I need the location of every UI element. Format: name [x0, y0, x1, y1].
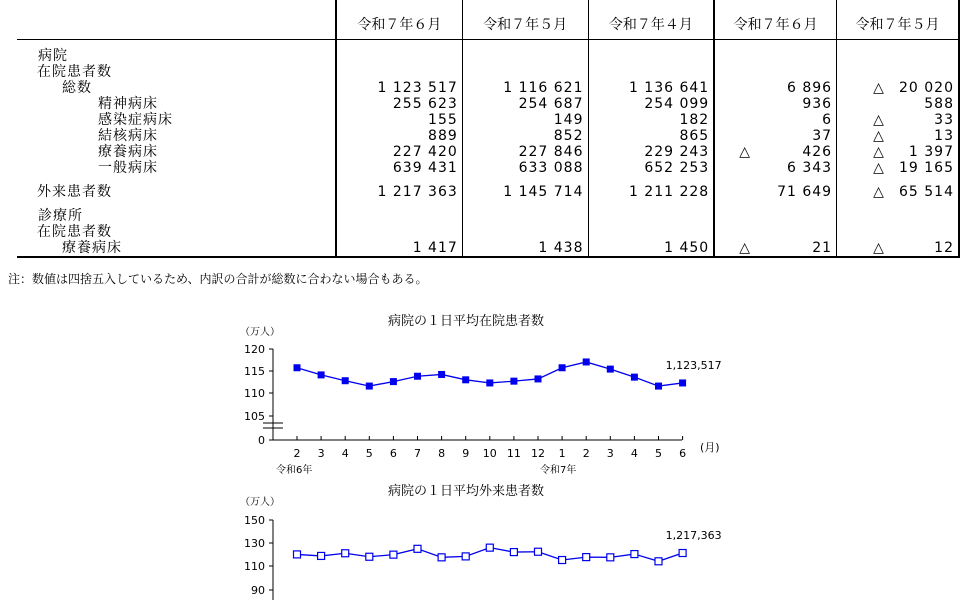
table-cell: [714, 160, 836, 176]
patient-statistics-table: [17, 0, 960, 258]
y-tick-label: 0: [258, 434, 265, 447]
table-cell: [837, 160, 959, 176]
data-point: [462, 376, 469, 383]
cell-value: 6: [822, 112, 833, 128]
cell-value: 12: [934, 240, 954, 256]
cell-value: 1 116 621: [503, 80, 584, 96]
cell-value: 254 099: [644, 96, 710, 112]
table-cell: [837, 112, 959, 128]
table-cell: [462, 64, 588, 80]
table-cell: [837, 224, 959, 240]
x-tick-label: 5: [365, 447, 373, 460]
data-point: [510, 378, 517, 385]
table-cell: [336, 240, 462, 257]
x-tick-label: 4: [341, 447, 349, 460]
data-point: [510, 549, 517, 556]
column-header: 令和７年６月: [336, 0, 462, 40]
cell-value: 229 243: [644, 144, 710, 160]
table-cell: [837, 240, 959, 257]
decrease-triangle-icon: △: [873, 160, 884, 176]
decrease-triangle-icon: △: [873, 144, 884, 160]
cell-value: 1 397: [908, 144, 954, 160]
decrease-triangle-icon: △: [739, 240, 750, 256]
table-row: [17, 144, 959, 160]
table-cell: [837, 184, 959, 200]
table-row: [17, 224, 959, 240]
table-cell: [837, 128, 959, 144]
data-point: [438, 371, 445, 378]
table-cell: [837, 96, 959, 112]
y-tick-label: 105: [244, 410, 265, 423]
chart-title: 病院の１日平均在院患者数: [387, 314, 545, 329]
cell-value: 588: [924, 96, 954, 112]
cell-value: 1 450: [664, 240, 710, 256]
x-tick-label: 9: [462, 447, 470, 460]
table-row: [17, 208, 959, 224]
x-tick-label: 8: [438, 447, 446, 460]
cell-value: 652 253: [644, 160, 710, 176]
cell-value: 37: [812, 128, 833, 144]
table-cell: [336, 208, 462, 224]
data-point: [318, 552, 325, 559]
table-cell: [714, 48, 836, 64]
x-tick-label: 5: [655, 447, 662, 460]
y-tick-label: 110: [244, 387, 265, 400]
table-cell: [837, 144, 959, 160]
data-point: [294, 551, 301, 558]
series-line: [297, 362, 683, 386]
data-point: [462, 553, 469, 560]
table-cell: [588, 208, 714, 224]
table-row: [17, 112, 959, 128]
row-label: 結核病床: [17, 128, 336, 144]
series-line: [297, 548, 683, 562]
decrease-triangle-icon: △: [873, 184, 884, 200]
row-label: 一般病床: [17, 160, 336, 176]
table-row: [17, 128, 959, 144]
data-point: [318, 371, 325, 378]
table-cell: [336, 48, 462, 64]
x-tick-label: 2: [293, 447, 301, 460]
table-cell: [462, 184, 588, 200]
era-label: 令和6年: [276, 465, 313, 476]
row-label: 病院: [17, 48, 336, 64]
table-cell: [837, 80, 959, 96]
cell-value: 1 217 363: [377, 184, 458, 200]
row-label: 診療所: [17, 208, 336, 224]
x-tick-label: 1: [558, 447, 566, 460]
table-cell: [462, 48, 588, 64]
cell-value: 1 417: [412, 240, 458, 256]
table-cell: [462, 240, 588, 257]
table-cell: [714, 80, 836, 96]
data-point: [535, 375, 542, 382]
decrease-triangle-icon: △: [873, 80, 884, 96]
table-cell: [336, 96, 462, 112]
column-header: 令和７年４月: [588, 0, 714, 40]
end-value-label: 1,217,363: [665, 529, 722, 543]
cell-value: 155: [428, 112, 458, 128]
table-cell: [588, 64, 714, 80]
cell-value: 19 165: [899, 160, 954, 176]
decrease-triangle-icon: △: [739, 144, 750, 160]
x-tick-label: 3: [606, 447, 614, 460]
y-tick-label: 120: [244, 343, 265, 356]
cell-value: 1 145 714: [503, 184, 584, 200]
cell-value: 1 123 517: [377, 80, 458, 96]
data-point: [414, 373, 421, 380]
decrease-triangle-icon: △: [873, 128, 884, 144]
table-cell: [588, 160, 714, 176]
cell-value: 889: [428, 128, 458, 144]
era-label: 令和7年: [540, 465, 577, 476]
data-point: [366, 553, 373, 560]
table-cell: [714, 184, 836, 200]
data-point: [486, 379, 493, 386]
decrease-triangle-icon: △: [873, 112, 884, 128]
header-blank: [17, 0, 336, 40]
table-cell: [588, 48, 714, 64]
cell-value: 71 649: [777, 184, 833, 200]
table-cell: [462, 208, 588, 224]
table-cell: [588, 128, 714, 144]
table-cell: [336, 224, 462, 240]
table-cell: [588, 96, 714, 112]
cell-value: 1 136 641: [628, 80, 710, 96]
y-tick-label: 130: [244, 537, 265, 550]
data-point: [679, 379, 686, 386]
cell-value: 65 514: [899, 184, 954, 200]
y-tick-label: 90: [251, 584, 265, 597]
table-cell: [588, 144, 714, 160]
cell-value: 426: [802, 144, 833, 160]
cell-value: 6 343: [787, 160, 833, 176]
row-label: 外来患者数: [17, 184, 336, 200]
x-tick-label: 2: [582, 447, 590, 460]
y-axis-unit-label: （万人）: [240, 497, 280, 508]
table-cell: [714, 224, 836, 240]
table-cell: [336, 112, 462, 128]
data-point: [342, 377, 349, 384]
data-point: [679, 550, 686, 557]
row-label: 総数: [17, 80, 336, 96]
cell-value: 1 211 228: [628, 184, 710, 200]
table-cell: [714, 96, 836, 112]
table-cell: [714, 64, 836, 80]
table-cell: [714, 128, 836, 144]
x-tick-label: 4: [630, 447, 638, 460]
table-cell: [462, 128, 588, 144]
cell-value: 1 438: [538, 240, 584, 256]
column-header: 令和７年５月: [462, 0, 588, 40]
data-point: [583, 554, 590, 561]
table-cell: [336, 80, 462, 96]
table-row: [17, 48, 959, 64]
data-point: [583, 358, 590, 365]
cell-value: 639 431: [392, 160, 458, 176]
x-tick-label: 3: [317, 447, 325, 460]
table-cell: [336, 160, 462, 176]
cell-value: 149: [553, 112, 584, 128]
x-tick-label: 7: [414, 447, 421, 460]
data-point: [486, 544, 493, 551]
table-row: [17, 64, 959, 80]
cell-value: 865: [679, 128, 710, 144]
data-point: [535, 548, 542, 555]
x-tick-label: 10: [482, 447, 497, 460]
row-label: 療養病床: [17, 240, 336, 257]
cell-value: 20 020: [899, 80, 954, 96]
cell-value: 182: [679, 112, 710, 128]
cell-value: 633 088: [518, 160, 584, 176]
table-cell: [588, 240, 714, 257]
data-point: [342, 550, 349, 557]
table-cell: [837, 48, 959, 64]
y-tick-label: 115: [244, 365, 265, 378]
table-row: [17, 96, 959, 112]
table-cell: [336, 128, 462, 144]
table-cell: [462, 112, 588, 128]
cell-value: 254 687: [518, 96, 584, 112]
data-point: [559, 557, 566, 564]
cell-value: 255 623: [392, 96, 458, 112]
x-tick-label: 12: [531, 447, 545, 460]
table-row: [17, 80, 959, 96]
cell-value: 6 896: [787, 80, 833, 96]
row-label: 精神病床: [17, 96, 336, 112]
data-point: [631, 374, 638, 381]
cell-value: 33: [934, 112, 954, 128]
chart-title: 病院の１日平均外来患者数: [387, 484, 545, 499]
x-axis-unit-label: (月): [700, 441, 720, 454]
table-cell: [336, 64, 462, 80]
table-cell: [462, 160, 588, 176]
table-cell: [336, 144, 462, 160]
y-tick-label: 150: [244, 514, 265, 527]
data-point: [559, 364, 566, 371]
x-tick-label: 6: [679, 447, 687, 460]
table-cell: [588, 112, 714, 128]
data-point: [655, 383, 662, 390]
decrease-triangle-icon: △: [873, 240, 884, 256]
data-point: [366, 383, 373, 390]
table-cell: [462, 224, 588, 240]
data-point: [390, 378, 397, 385]
cell-value: 13: [934, 128, 954, 144]
table-cell: [714, 208, 836, 224]
data-point: [390, 551, 397, 558]
data-point: [655, 558, 662, 565]
data-point: [607, 366, 614, 373]
table-cell: [462, 96, 588, 112]
table-cell: [714, 144, 836, 160]
table-cell: [837, 64, 959, 80]
cell-value: 227 846: [518, 144, 584, 160]
data-point: [414, 545, 421, 552]
table-cell: [714, 240, 836, 257]
x-tick-label: 11: [506, 447, 521, 460]
row-label: 感染症病床: [17, 112, 336, 128]
y-tick-label: 110: [244, 560, 265, 573]
cell-value: 936: [802, 96, 833, 112]
table-cell: [462, 144, 588, 160]
row-label: 療養病床: [17, 144, 336, 160]
table-cell: [336, 184, 462, 200]
column-header: 令和７年５月: [837, 0, 959, 40]
data-point: [438, 554, 445, 561]
table-cell: [837, 208, 959, 224]
y-axis-unit-label: （万人）: [240, 327, 280, 338]
cell-value: 227 420: [392, 144, 458, 160]
table-row: [17, 160, 959, 176]
data-point: [631, 551, 638, 558]
column-header: 令和７年６月: [714, 0, 836, 40]
table-row: [17, 184, 959, 200]
row-label: 在院患者数: [17, 64, 336, 80]
table-cell: [714, 112, 836, 128]
table-cell: [462, 80, 588, 96]
row-label: 在院患者数: [17, 224, 336, 240]
data-point: [294, 364, 301, 371]
table-cell: [588, 80, 714, 96]
x-tick-label: 6: [389, 447, 397, 460]
cell-value: 852: [553, 128, 584, 144]
end-value-label: 1,123,517: [665, 358, 722, 372]
data-point: [607, 554, 614, 561]
cell-value: 21: [812, 240, 833, 256]
table-cell: [588, 184, 714, 200]
footnote: 注：数値は四捨五入しているため、内訳の合計が総数に合わない場合もある。: [8, 272, 428, 286]
table-cell: [588, 224, 714, 240]
table-row: [17, 240, 959, 257]
